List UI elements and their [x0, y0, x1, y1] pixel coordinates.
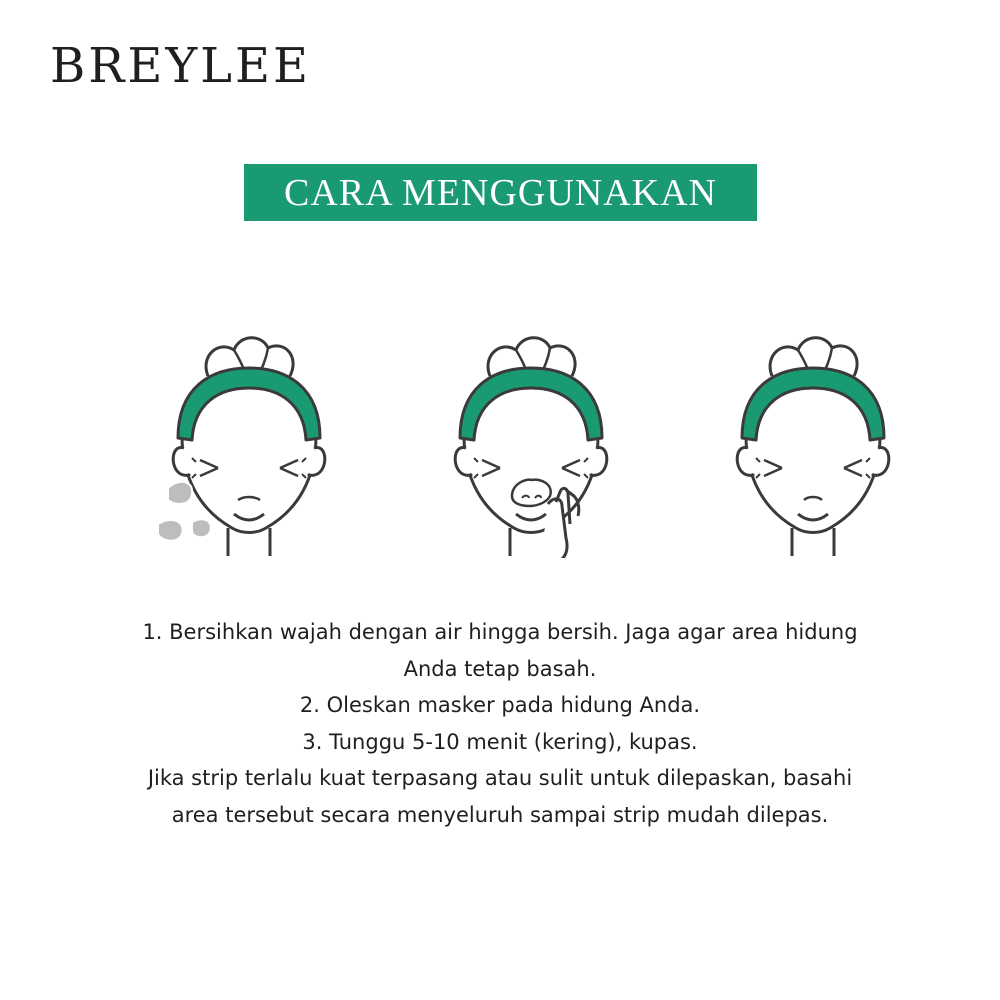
face-washing-icon [158, 338, 325, 556]
section-banner [244, 164, 757, 221]
instruction-step-2: 2. Oleskan masker pada hidung Anda. [299, 693, 701, 717]
face-applying-mask-icon [455, 338, 607, 558]
instruction-step-3: 3. Tunggu 5-10 menit (kering), kupas. [302, 729, 698, 754]
brand-logo: BREYLEE [50, 38, 312, 94]
section-title: CARA MENGGUNAKAN [284, 171, 717, 214]
illustrations [0, 318, 1000, 558]
instructions-block [60, 614, 940, 833]
instruction-note-cont: area tersebut secara menyeluruh sampai strip mudah dilepas. [171, 802, 829, 827]
instruction-step-1-cont: Anda tetap basah. [403, 656, 597, 681]
instruction-step-1: 1. Bersihkan wajah dengan air hingga bersih. Jaga agar area hidung [142, 620, 858, 644]
instruction-note: Jika strip terlalu kuat terpasang atau sulit untuk dilepaskan, basahi [147, 766, 853, 790]
face-smiling-icon [737, 338, 889, 556]
